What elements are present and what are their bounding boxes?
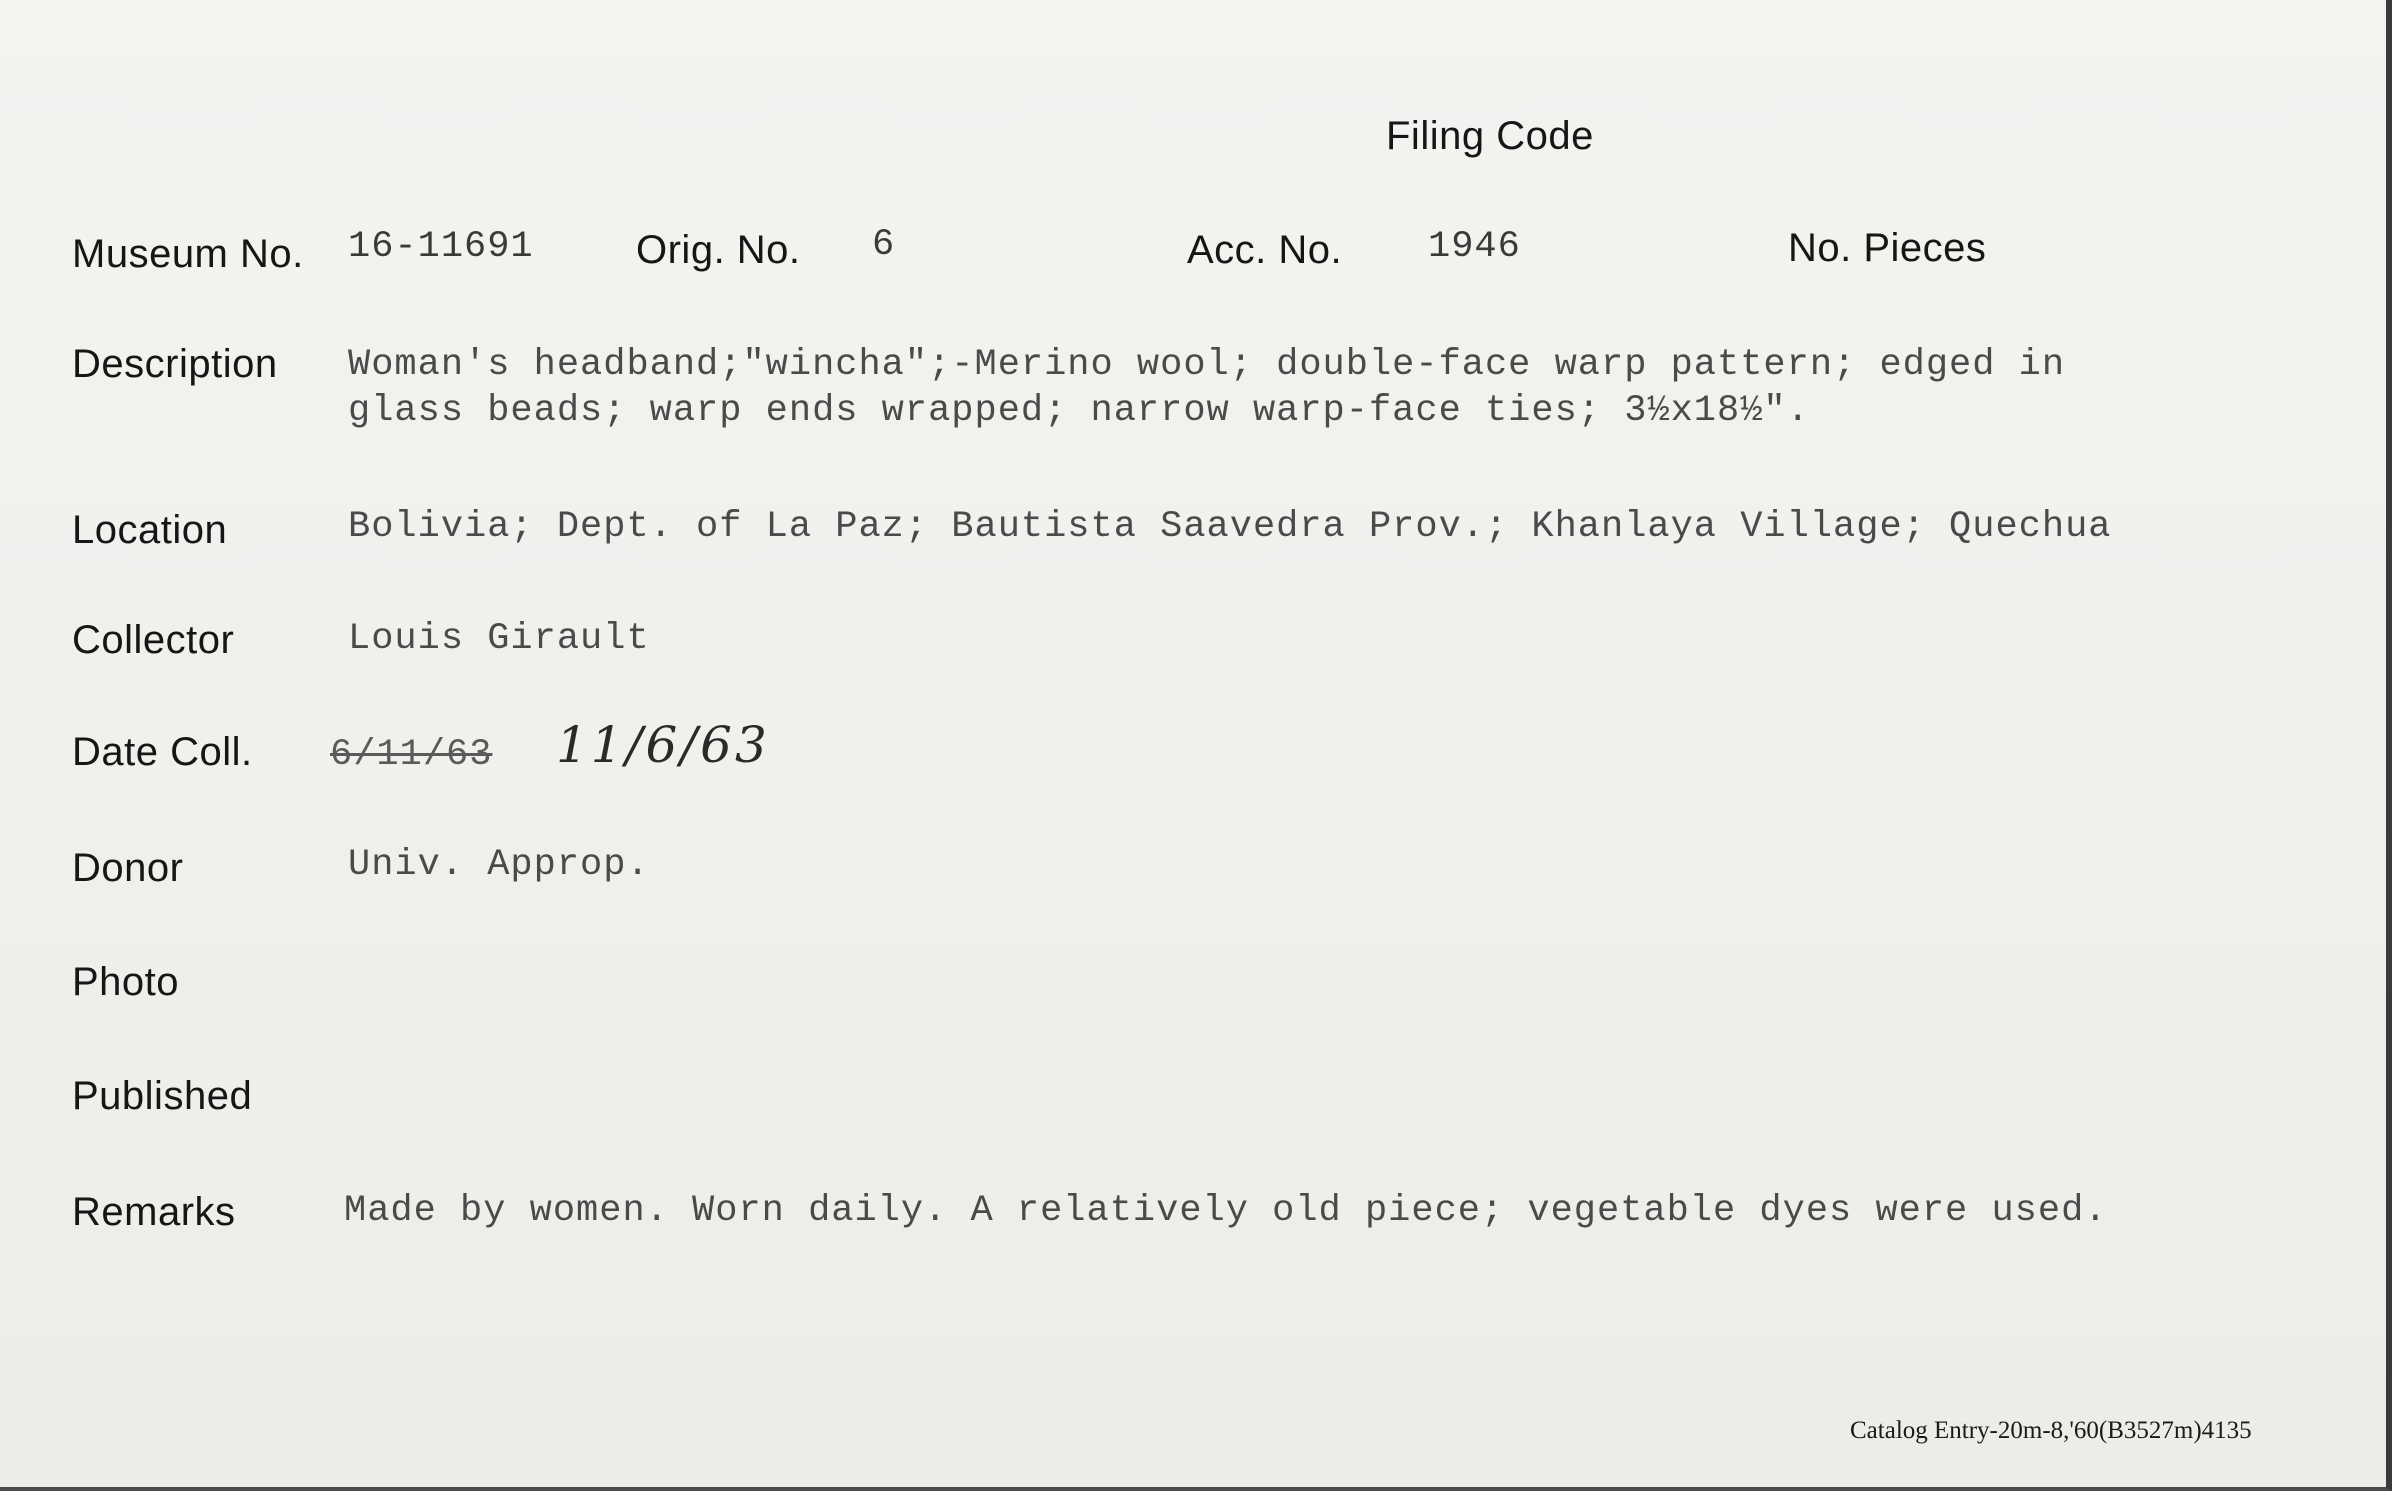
published-label: Published [72,1074,253,1118]
museum-no-value: 16-11691 [348,226,534,268]
description-label: Description [72,342,278,386]
filing-code-label: Filing Code [1386,114,1594,158]
orig-no-value: 6 [872,224,896,266]
donor-label: Donor [72,846,184,890]
catalog-entry-footer: Catalog Entry-20m-8,'60(B3527m)4135 [1850,1417,2252,1444]
photo-label: Photo [72,960,180,1004]
date-coll-handwritten-value: 11/6/63 [556,716,770,774]
location-label: Location [72,508,228,552]
donor-value: Univ. Approp. [348,844,650,886]
collector-value: Louis Girault [348,618,650,660]
remarks-label: Remarks [72,1190,236,1234]
orig-no-label: Orig. No. [636,228,801,272]
remarks-value: Made by women. Worn daily. A relatively old piece; vegetable dyes were used. [344,1190,2108,1232]
acc-no-value: 1946 [1428,226,1521,268]
description-line-1: Woman's headband;"wincha";-Merino wool; double-face warp pattern; edged in [348,344,2066,386]
date-coll-struck-value: 6/11/63 [330,734,493,776]
show-through-ghost-text [60,1000,1760,1200]
museum-no-label: Museum No. [72,232,304,276]
collector-label: Collector [72,618,235,662]
acc-no-label: Acc. No. [1187,228,1343,272]
location-value: Bolivia; Dept. of La Paz; Bautista Saavedra Prov.; Khanlaya Village; Quechua [348,506,2112,548]
date-coll-label: Date Coll. [72,730,253,774]
no-pieces-label: No. Pieces [1788,226,1987,270]
description-line-2: glass beads; warp ends wrapped; narrow warp-face ties; 3½x18½". [348,390,1810,432]
